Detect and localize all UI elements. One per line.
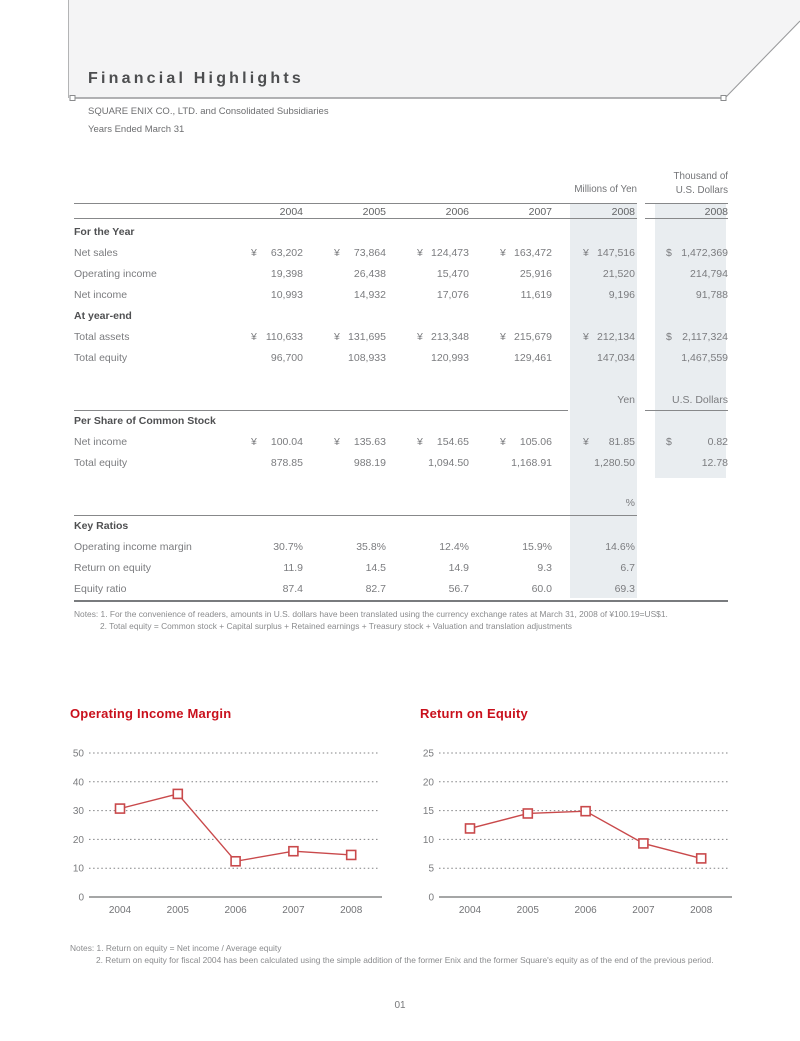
currency-symbol: ¥ — [500, 436, 506, 448]
row-label: Operating income margin — [74, 541, 192, 553]
table-row — [74, 330, 728, 344]
x-tick-label: 2006 — [224, 905, 247, 916]
x-tick-label: 2004 — [108, 905, 132, 916]
table-note-2: 2. Total equity = Common stock + Capital surplus + Retained earnings + Treasury stock + Valuation and translation adjustments — [100, 621, 572, 631]
usd-year-header: 2008 — [704, 206, 728, 218]
table-rule — [74, 218, 637, 219]
cell-value: 1,472,369 — [681, 247, 728, 259]
row-label: Net sales — [74, 247, 118, 259]
table-row — [74, 540, 728, 554]
year-header: 2004 — [279, 206, 303, 218]
cell-value: 1,280.50 — [594, 457, 635, 469]
table-cell — [552, 496, 635, 510]
table-cell — [303, 246, 386, 260]
table-row — [74, 393, 728, 407]
row-label: Total equity — [74, 457, 128, 469]
row-label: Return on equity — [74, 562, 152, 574]
table-cell — [469, 582, 552, 596]
table-rule — [645, 410, 728, 411]
cell-value: 26,438 — [353, 268, 386, 280]
x-tick-label: 2007 — [282, 905, 305, 916]
cell-value: 73,864 — [353, 247, 386, 259]
cell-value: U.S. Dollars — [671, 394, 728, 406]
table-rule — [74, 410, 568, 411]
table-cell — [469, 496, 552, 510]
table-row: For the Year — [74, 226, 135, 238]
table-cell — [645, 540, 728, 554]
cell-value: 56.7 — [448, 583, 469, 595]
header-ornament — [0, 0, 800, 110]
table-cell — [303, 496, 386, 510]
cell-value: 12.4% — [439, 541, 469, 553]
cell-value: 1,168.91 — [511, 457, 552, 469]
table-cell — [469, 435, 552, 449]
table-cell — [220, 330, 303, 344]
table-cell — [645, 330, 728, 344]
table-cell — [303, 288, 386, 302]
table-cell — [220, 393, 303, 407]
table-cell — [469, 393, 552, 407]
table-row — [74, 246, 728, 260]
table-cell — [386, 267, 469, 281]
table-row — [74, 288, 728, 302]
thousand-usd-label — [74, 170, 728, 198]
row-label: Operating income — [74, 268, 157, 280]
row-label: Total equity — [74, 352, 128, 364]
x-tick-label: 2005 — [166, 905, 189, 916]
x-tick-label: 2006 — [574, 905, 597, 916]
table-row — [74, 582, 728, 596]
currency-symbol: ¥ — [334, 331, 340, 343]
page-title: Financial Highlights — [88, 70, 305, 87]
cell-value: 154.65 — [436, 436, 469, 448]
table-cell — [552, 393, 635, 407]
table-row: At year-end — [74, 310, 132, 322]
year-header: 2006 — [445, 206, 469, 218]
cell-value: 25,916 — [519, 268, 552, 280]
cell-value: 91,788 — [695, 289, 728, 301]
page-number: 01 — [394, 1000, 406, 1011]
table-cell — [552, 582, 635, 596]
cell-value: 87.4 — [282, 583, 303, 595]
row-label: Net income — [74, 289, 128, 301]
company-subtitle: SQUARE ENIX CO., LTD. and Consolidated Subsidiaries — [88, 106, 329, 117]
thousand-of-text: Thousand of — [673, 171, 728, 182]
currency-symbol: ¥ — [251, 247, 257, 259]
cell-value: 124,473 — [431, 247, 469, 259]
data-point-marker — [466, 824, 475, 833]
table-cell — [645, 288, 728, 302]
table-cell — [220, 561, 303, 575]
cell-value: 19,398 — [270, 268, 303, 280]
cell-value: Yen — [617, 394, 635, 406]
table-cell — [220, 456, 303, 470]
currency-symbol: ¥ — [500, 331, 506, 343]
x-tick-label: 2005 — [516, 905, 539, 916]
data-point-marker — [173, 789, 182, 798]
table-cell — [552, 330, 635, 344]
table-cell — [469, 351, 552, 365]
cell-value: 988.19 — [353, 457, 386, 469]
cell-value: 82.7 — [365, 583, 386, 595]
table-cell — [469, 246, 552, 260]
table-cell — [645, 393, 728, 407]
cell-value: 214,794 — [690, 268, 728, 280]
year-header-row — [74, 205, 728, 219]
cell-value: 100.04 — [270, 436, 303, 448]
table-cell — [552, 540, 635, 554]
cell-value: 147,516 — [597, 247, 635, 259]
table-rule — [74, 203, 637, 204]
table-cell — [386, 435, 469, 449]
table-cell — [220, 496, 303, 510]
x-tick-label: 2004 — [458, 905, 482, 916]
table-rule — [645, 203, 728, 204]
cell-value: 163,472 — [514, 247, 552, 259]
table-cell — [552, 561, 635, 575]
cell-value: 878.85 — [270, 457, 303, 469]
table-cell — [303, 561, 386, 575]
y-tick-label: 15 — [422, 806, 434, 818]
cell-value: 10,993 — [270, 289, 303, 301]
table-cell — [552, 435, 635, 449]
data-line — [470, 811, 701, 858]
table-cell — [469, 561, 552, 575]
y-tick-label: 10 — [72, 863, 84, 875]
table-cell — [552, 456, 635, 470]
y-tick-label: 40 — [72, 777, 84, 789]
data-point-marker — [639, 839, 648, 848]
period-subtitle: Years Ended March 31 — [88, 124, 185, 135]
currency-symbol: ¥ — [583, 331, 589, 343]
chart-note-2: 2. Return on equity for fiscal 2004 has been calculated using the simple addition of the former Enix and the former Square's equity as of the end of the previous period. — [96, 955, 714, 965]
table-cell — [220, 351, 303, 365]
cell-value: 6.7 — [620, 562, 635, 574]
row-label: Equity ratio — [74, 583, 127, 595]
operating-income-margin-chart — [70, 706, 400, 921]
table-cell — [552, 351, 635, 365]
currency-symbol: ¥ — [251, 331, 257, 343]
currency-symbol: $ — [666, 331, 672, 343]
table-cell — [386, 246, 469, 260]
cell-value: 21,520 — [602, 268, 635, 280]
table-cell — [469, 267, 552, 281]
cell-value: 0.82 — [707, 436, 728, 448]
table-cell — [386, 496, 469, 510]
y-tick-label: 25 — [422, 748, 434, 760]
table-cell — [645, 582, 728, 596]
table-cell — [303, 582, 386, 596]
table-cell — [303, 456, 386, 470]
table-cell — [645, 561, 728, 575]
x-tick-label: 2008 — [340, 905, 363, 916]
table-note-1: Notes: 1. For the convenience of readers, amounts in U.S. dollars have been translated using the currency exchange rates at March 31, 2008 of ¥100.19=US$1. — [74, 609, 668, 619]
table-row — [74, 561, 728, 575]
table-cell — [220, 267, 303, 281]
cell-value: % — [625, 497, 635, 509]
financial-table — [74, 167, 728, 637]
currency-symbol: ¥ — [251, 436, 257, 448]
table-row — [74, 435, 728, 449]
cell-value: 96,700 — [270, 352, 303, 364]
year-header: 2007 — [528, 206, 552, 218]
data-point-marker — [581, 807, 590, 816]
cell-value: 60.0 — [531, 583, 552, 595]
cell-value: 35.8% — [356, 541, 386, 553]
return-on-equity-svg — [420, 746, 740, 921]
table-cell — [552, 288, 635, 302]
cell-value: 14,932 — [353, 289, 386, 301]
currency-symbol: $ — [666, 436, 672, 448]
currency-symbol: $ — [666, 247, 672, 259]
table-cell — [645, 435, 728, 449]
x-tick-label: 2007 — [632, 905, 655, 916]
cell-value: 81.85 — [608, 436, 635, 448]
table-cell — [469, 456, 552, 470]
table-cell — [386, 582, 469, 596]
table-cell — [469, 540, 552, 554]
table-cell — [645, 456, 728, 470]
table-cell — [645, 496, 728, 510]
currency-symbol: ¥ — [583, 436, 589, 448]
row-label: Total assets — [74, 331, 130, 343]
table-rule — [74, 515, 637, 516]
table-cell — [386, 330, 469, 344]
table-cell — [386, 540, 469, 554]
cell-value: 213,348 — [431, 331, 469, 343]
y-tick-label: 50 — [72, 748, 84, 760]
table-cell — [645, 351, 728, 365]
currency-symbol: ¥ — [334, 247, 340, 259]
row-label — [74, 393, 220, 407]
cell-value: 135.63 — [353, 436, 386, 448]
table-rule — [645, 218, 728, 219]
cell-value: 14.6% — [605, 541, 635, 553]
cell-value: 17,076 — [436, 289, 469, 301]
table-cell — [386, 288, 469, 302]
cell-value: 11,619 — [520, 289, 552, 301]
y-tick-label: 0 — [428, 892, 434, 904]
chart-note-1: Notes: 1. Return on equity = Net income / Average equity — [70, 943, 282, 953]
table-cell — [469, 330, 552, 344]
row-label — [74, 496, 220, 510]
cell-value: 63,202 — [270, 247, 303, 259]
data-point-marker — [116, 804, 125, 813]
table-cell — [386, 456, 469, 470]
table-cell — [220, 540, 303, 554]
rule-end-marker-icon — [70, 96, 75, 101]
cell-value: 14.5 — [365, 562, 386, 574]
data-point-marker — [289, 847, 298, 856]
table-row — [74, 456, 728, 470]
cell-value: 105.06 — [519, 436, 552, 448]
cell-value: 108,933 — [348, 352, 386, 364]
cell-value: 212,134 — [597, 331, 635, 343]
table-cell — [303, 393, 386, 407]
y-tick-label: 30 — [72, 806, 84, 818]
table-cell — [303, 330, 386, 344]
year-header: 2008 — [611, 206, 635, 218]
data-point-marker — [697, 854, 706, 863]
table-cell — [552, 267, 635, 281]
cell-value: 9,196 — [608, 289, 635, 301]
y-tick-label: 0 — [78, 892, 84, 904]
rule-end-marker-icon — [721, 96, 726, 101]
table-row — [74, 496, 728, 510]
table-cell — [386, 393, 469, 407]
currency-symbol: ¥ — [334, 436, 340, 448]
table-rule — [74, 600, 728, 602]
cell-value: 69.3 — [614, 583, 635, 595]
chart-title: Return on Equity — [420, 706, 528, 721]
cell-value: 1,094.50 — [428, 457, 469, 469]
currency-symbol: ¥ — [417, 247, 423, 259]
table-cell — [552, 246, 635, 260]
table-cell — [220, 435, 303, 449]
cell-value: 15.9% — [522, 541, 552, 553]
cell-value: 215,679 — [514, 331, 552, 343]
data-point-marker — [231, 857, 240, 866]
table-cell — [220, 582, 303, 596]
table-cell — [645, 267, 728, 281]
table-cell — [645, 246, 728, 260]
cell-value: 9.3 — [537, 562, 552, 574]
table-cell — [303, 351, 386, 365]
table-row: Key Ratios — [74, 520, 129, 532]
operating-income-margin-svg — [70, 746, 390, 921]
cell-value: 110,633 — [265, 331, 303, 343]
data-point-marker — [523, 809, 532, 818]
chart-notes — [70, 942, 714, 966]
table-cell — [469, 288, 552, 302]
currency-symbol: ¥ — [417, 436, 423, 448]
data-line — [120, 794, 351, 861]
cell-value: 129,461 — [514, 352, 552, 364]
cell-value: 14.9 — [448, 562, 469, 574]
table-row: Per Share of Common Stock — [74, 415, 216, 427]
currency-symbol: ¥ — [500, 247, 506, 259]
data-point-marker — [347, 850, 356, 859]
y-tick-label: 5 — [428, 863, 434, 875]
table-cell — [386, 351, 469, 365]
cell-value: 147,034 — [597, 352, 635, 364]
table-cell — [303, 540, 386, 554]
table-cell — [303, 267, 386, 281]
cell-value: 30.7% — [273, 541, 303, 553]
cell-value: 2,117,324 — [682, 331, 728, 343]
cell-value: 12.78 — [701, 457, 728, 469]
year-header: 2005 — [362, 206, 386, 218]
cell-value: 1,467,559 — [681, 352, 728, 364]
cell-value: 15,470 — [436, 268, 469, 280]
currency-symbol: ¥ — [417, 331, 423, 343]
x-tick-label: 2008 — [690, 905, 713, 916]
millions-of-yen-label: Millions of Yen — [574, 184, 637, 195]
cell-value: 120,993 — [431, 352, 469, 364]
table-cell — [220, 288, 303, 302]
chart-title: Operating Income Margin — [70, 706, 232, 721]
row-label: Net income — [74, 436, 128, 448]
return-on-equity-chart — [420, 706, 750, 921]
table-cell — [220, 246, 303, 260]
y-tick-label: 20 — [422, 777, 434, 789]
currency-symbol: ¥ — [583, 247, 589, 259]
cell-value: 131,695 — [348, 331, 386, 343]
us-dollars-text: U.S. Dollars — [675, 185, 728, 196]
table-cell — [386, 561, 469, 575]
cell-value: 11.9 — [283, 562, 303, 574]
table-row — [74, 267, 728, 281]
table-row — [74, 351, 728, 365]
table-cell — [303, 435, 386, 449]
y-tick-label: 20 — [72, 834, 84, 846]
y-tick-label: 10 — [422, 834, 434, 846]
